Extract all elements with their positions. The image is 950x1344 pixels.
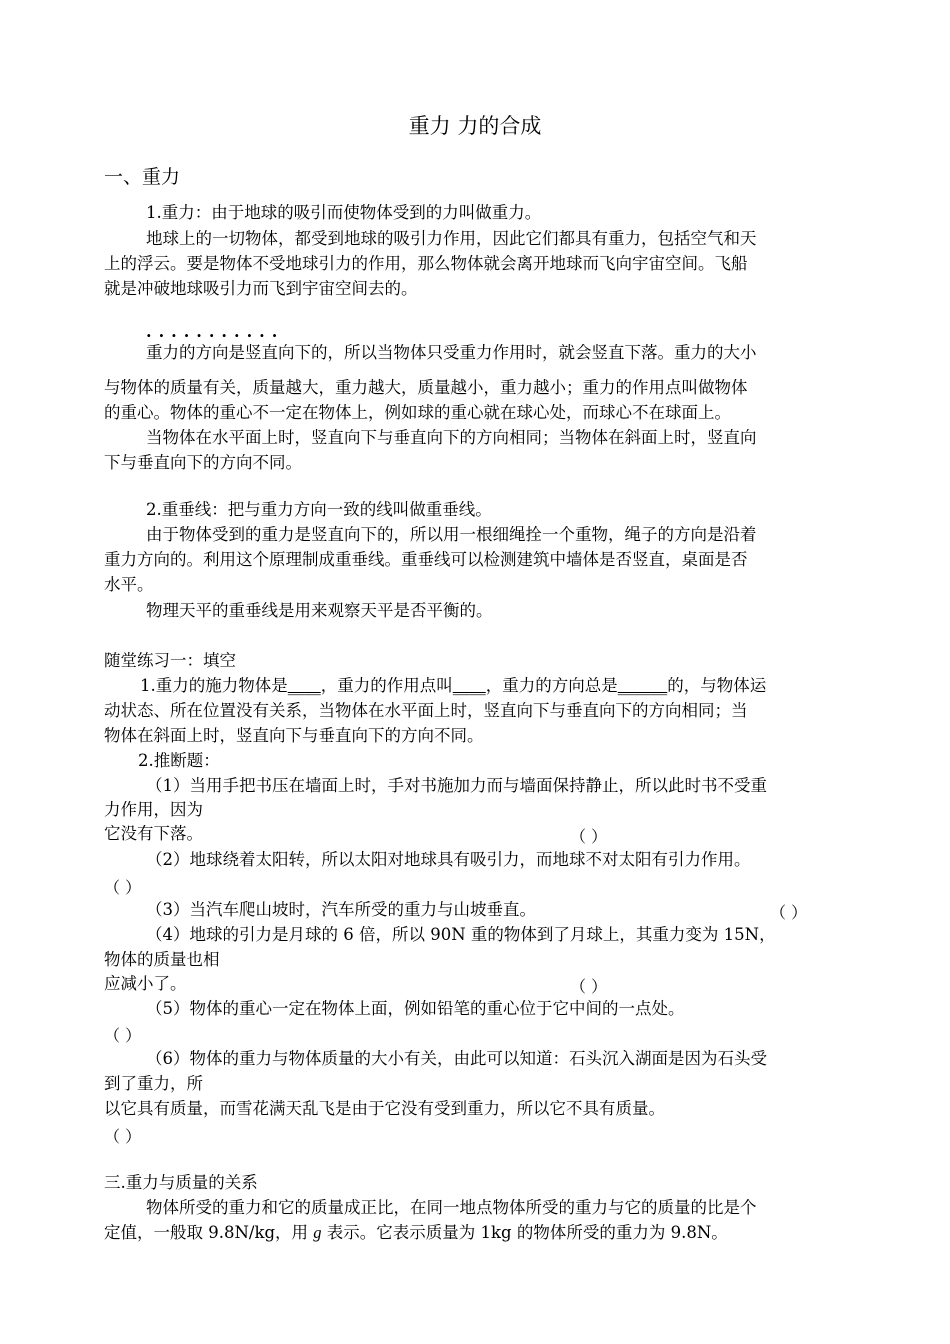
judgment-item-6: （6）物体的重力与物体质量的大小有关，由此可以知道：石头沉入湖面是因为石头受 <box>146 1049 767 1068</box>
paragraph-line: 物体的质量也相 <box>104 950 220 969</box>
judgment-item-1: （1）当用手把书压在墙面上时，手对书施加力而与墙面保持静止，所以此时书不受重 <box>146 776 767 795</box>
paragraph-line: 下与垂直向下的方向不同。 <box>104 453 302 472</box>
definition-gravity: 1.重力：由于地球的吸引而使物体受到的力叫做重力。 <box>146 203 542 222</box>
paragraph-line: 由于物体受到的重力是竖直向下的，所以用一根细绳拴一个重物，绳子的方向是沿着 <box>146 525 757 544</box>
paragraph-line: 力作用，因为 <box>104 800 203 819</box>
paragraph-line: 物体在斜面上时，竖直向下与垂直向下的方向不同。 <box>104 726 484 745</box>
paragraph-line: 重力方向的。利用这个原理制成重垂线。重垂线可以检测建筑中墙体是否竖直，桌面是否 <box>104 550 748 569</box>
answer-blank[interactable]: ______ <box>617 676 668 695</box>
judgment-item-3: （3）当汽车爬山坡时，汽车所受的重力与山坡垂直。 <box>146 900 536 919</box>
paragraph-line: 应减小了。 <box>104 974 187 993</box>
paragraph-line: 当物体在水平面上时，竖直向下与垂直向下的方向相同；当物体在斜面上时，竖直向 <box>146 428 757 447</box>
answer-blank[interactable]: ____ <box>452 676 486 695</box>
paragraph-line: 地球上的一切物体，都受到地球的吸引力作用，因此它们都具有重力，包括空气和天 <box>146 229 757 248</box>
paragraph-line: 动状态、所在位置没有关系，当物体在水平面上时，竖直向下与垂直向下的方向相同；当 <box>104 701 748 720</box>
section-heading-gravity: 一、重力 <box>104 166 181 188</box>
paragraph-line <box>104 1223 728 1243</box>
answer-blank[interactable]: ____ <box>287 676 321 695</box>
exercise-title: 随堂练习一：填空 <box>104 651 236 670</box>
answer-parentheses[interactable]: （ ） <box>570 827 608 846</box>
answer-parentheses[interactable]: （ ） <box>104 1026 142 1045</box>
answer-parentheses[interactable]: （ ） <box>104 1127 142 1146</box>
paragraph-line: 的重心。物体的重心不一定在物体上，例如球的重心就在球心处，而球心不在球面上。 <box>104 403 731 422</box>
text-segment: 定值，一般取 9.8N/kg，用 <box>104 1223 314 1242</box>
fill-blank-question <box>140 676 766 696</box>
paragraph-line: 它没有下落。 <box>104 824 203 843</box>
judgment-item-2: （2）地球绕着太阳转，所以太阳对地球具有吸引力，而地球不对太阳有引力作用。 <box>146 850 751 869</box>
question-text: 的，与物体运 <box>667 676 767 695</box>
section-heading-gravity-mass: 三.重力与质量的关系 <box>104 1173 258 1192</box>
paragraph-line: 上的浮云。要是物体不受地球引力的作用，那么物体就会离开地球而飞向宇宙空间。飞船 <box>104 254 748 273</box>
question-text: 1.重力的施力物体是 <box>140 676 288 695</box>
question-text: ，重力的方向总是 <box>485 676 618 695</box>
symbol-g: g <box>313 1223 322 1242</box>
paragraph-line: 物体所受的重力和它的质量成正比，在同一地点物体所受的重力与它的质量的比是个 <box>146 1198 757 1217</box>
judgment-item-5: （5）物体的重心一定在物体上面，例如铅笔的重心位于它中间的一点处。 <box>146 999 685 1018</box>
paragraph-line: 物理天平的重垂线是用来观察天平是否平衡的。 <box>146 601 493 620</box>
answer-parentheses[interactable]: （ ） <box>104 878 142 897</box>
paragraph-line: 到了重力，所 <box>104 1074 203 1093</box>
answer-parentheses[interactable]: （ ） <box>770 903 808 922</box>
answer-parentheses[interactable]: （ ） <box>570 977 608 996</box>
definition-plumb-line: 2.重垂线：把与重力方向一致的线叫做重垂线。 <box>146 500 492 519</box>
emphasis-dots: ........... <box>146 322 285 341</box>
question-text: ，重力的作用点叫 <box>320 676 453 695</box>
paragraph-line: 以它具有质量，而雪花满天乱飞是由于它没有受到重力，所以它不具有质量。 <box>104 1099 665 1118</box>
judgment-title: 2.推断题： <box>138 751 220 770</box>
page-title: 重力 力的合成 <box>408 114 542 138</box>
text-segment: 表示。它表示质量为 1kg 的物体所受的重力为 9.8N。 <box>321 1223 728 1242</box>
paragraph-line: 就是冲破地球吸引力而飞到宇宙空间去的。 <box>104 279 418 298</box>
judgment-item-4: （4）地球的引力是月球的 6 倍，所以 90N 重的物体到了月球上，其重力变为 15N， <box>146 925 776 944</box>
paragraph-line: 水平。 <box>104 575 154 594</box>
paragraph-line: 与物体的质量有关，质量越大，重力越大，质量越小，重力越小；重力的作用点叫做物体 <box>104 378 748 397</box>
paragraph-line: 重力的方向是竖直向下的，所以当物体只受重力作用时，就会竖直下落。重力的大小 <box>146 343 757 362</box>
